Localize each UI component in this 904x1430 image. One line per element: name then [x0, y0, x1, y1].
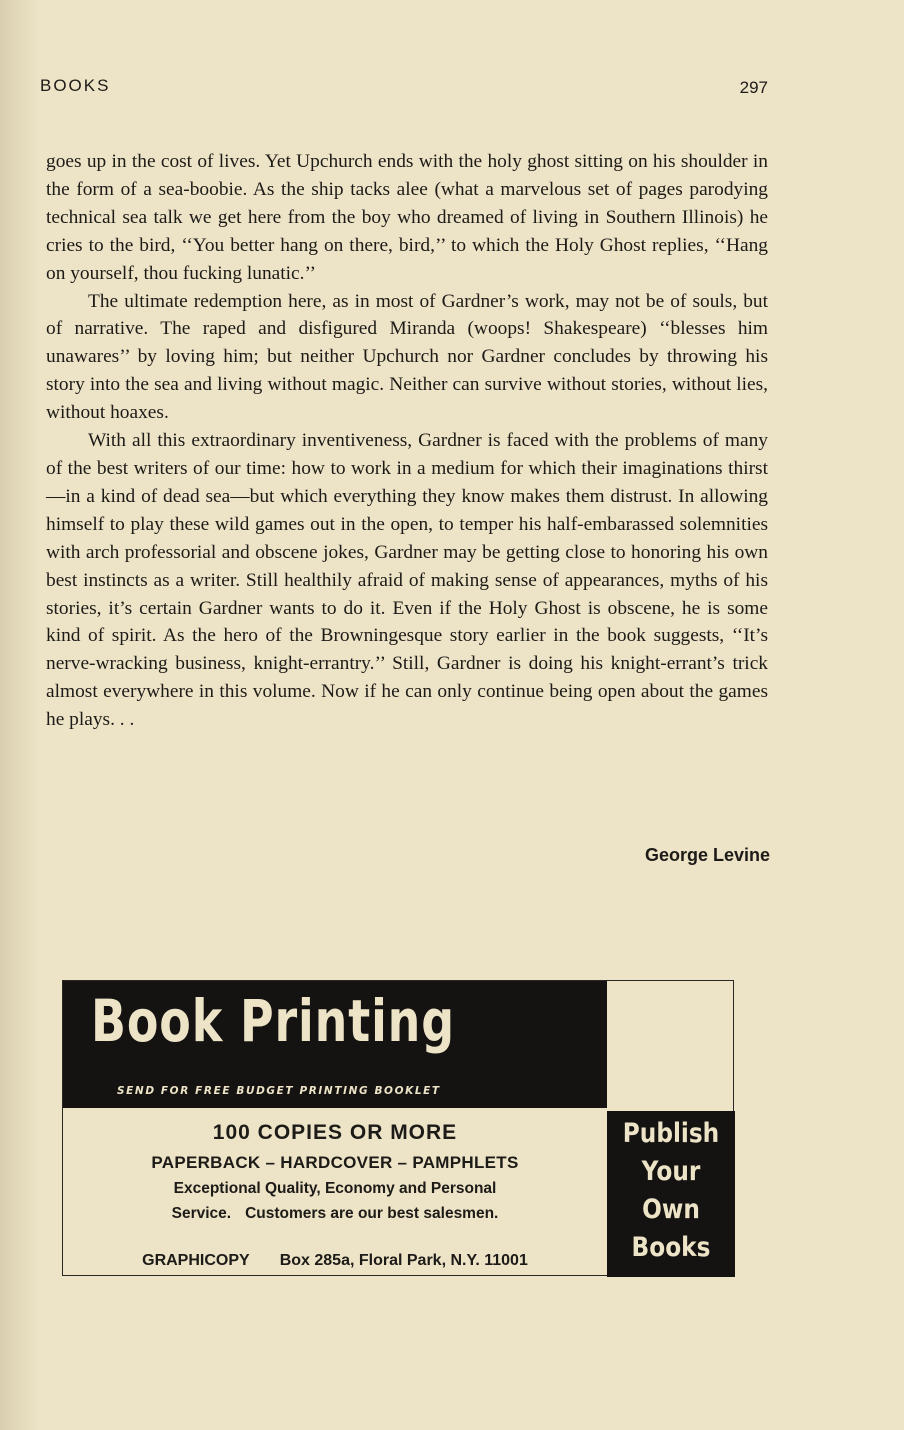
running-header-section: BOOKS	[40, 76, 111, 95]
ad-side-banner	[607, 1111, 735, 1277]
ad-details	[63, 1121, 607, 1223]
ad-title: Book Printing	[91, 987, 456, 1055]
ad-customers-text: Customers are our best salesmen.	[245, 1205, 499, 1222]
ad-formats-line: PAPERBACK – HARDCOVER – PAMPHLETS	[151, 1153, 519, 1172]
page-edge-shadow	[0, 0, 40, 1430]
ad-contact-line	[63, 1252, 607, 1270]
ad-side-word-3: Own	[642, 1194, 700, 1225]
ad-service-word: Service.	[171, 1205, 232, 1222]
ad-address: Box 285a, Floral Park, N.Y. 11001	[279, 1252, 528, 1269]
paragraph-3: With all this extraordinary inventiveness, Gardner is faced with the problems of many of the best writers of our time: how to work in a medium for which their imaginations thirst—in a kind of dead sea—but which everything they know makes them distrust. In allowing himself to play these wild games out in the open, to temper his half-embarassed solemnities with arch professorial and obscene jokes, Gardner may be getting close to honoring his own best instincts as a writer. Still healthily afraid of making sense of appearances, myths of his stories, it’s certain Gardner wants to do it. Even if the Holy Ghost is obscene, he is some kind of spirit. As the hero of the Browningesque story earlier in the book suggests, ‘‘It’s nerve-wracking business, knight-errantry.’’ Still, Gardner is doing his knight-errant’s trick almost everywhere in this volume. Now if he can only continue being open about the games he plays. . .	[46, 430, 768, 731]
ad-side-word-2: Your	[641, 1156, 701, 1187]
ad-copies-line: 100 COPIES OR MORE	[212, 1121, 458, 1144]
article-body	[46, 148, 768, 734]
ad-title-banner	[63, 981, 607, 1108]
ad-company-name: GRAPHICOPY	[142, 1252, 250, 1269]
ad-quality-line: Exceptional Quality, Economy and Personal	[173, 1180, 497, 1197]
book-printing-advertisement	[62, 980, 734, 1276]
ad-service-line	[63, 1205, 607, 1223]
author-signature: George Levine	[644, 845, 770, 865]
ad-side-word-1: Publish	[622, 1118, 720, 1149]
paragraph-2: The ultimate redemption here, as in most of Gardner’s work, may not be of souls, but of narrative. The raped and disfigured Miranda (woops! Shakespeare) ‘‘blesses him unawares’’ by loving him; but neither Upchurch nor Gardner concludes by throwing his story into the sea and living without magic. Neither can survive without stories, without lies, without hoaxes.	[46, 290, 768, 424]
page-number: 297	[739, 78, 768, 97]
ad-subtitle: SEND FOR FREE BUDGET PRINTING BOOKLET	[117, 1085, 441, 1097]
ad-side-word-4: Books	[631, 1232, 711, 1263]
paragraph-1: goes up in the cost of lives. Yet Upchurch ends with the holy ghost sitting on his shoulder in the form of a sea-boobie. As the ship tacks alee (what a marvelous set of pages parodying technical sea talk we get here from the boy who dreamed of living in Southern Illinois) he cries to the bird, ‘‘You better hang on there, bird,’’ to which the Holy Ghost replies, ‘‘Hang on yourself, thou fucking lunatic.’’	[46, 151, 768, 284]
